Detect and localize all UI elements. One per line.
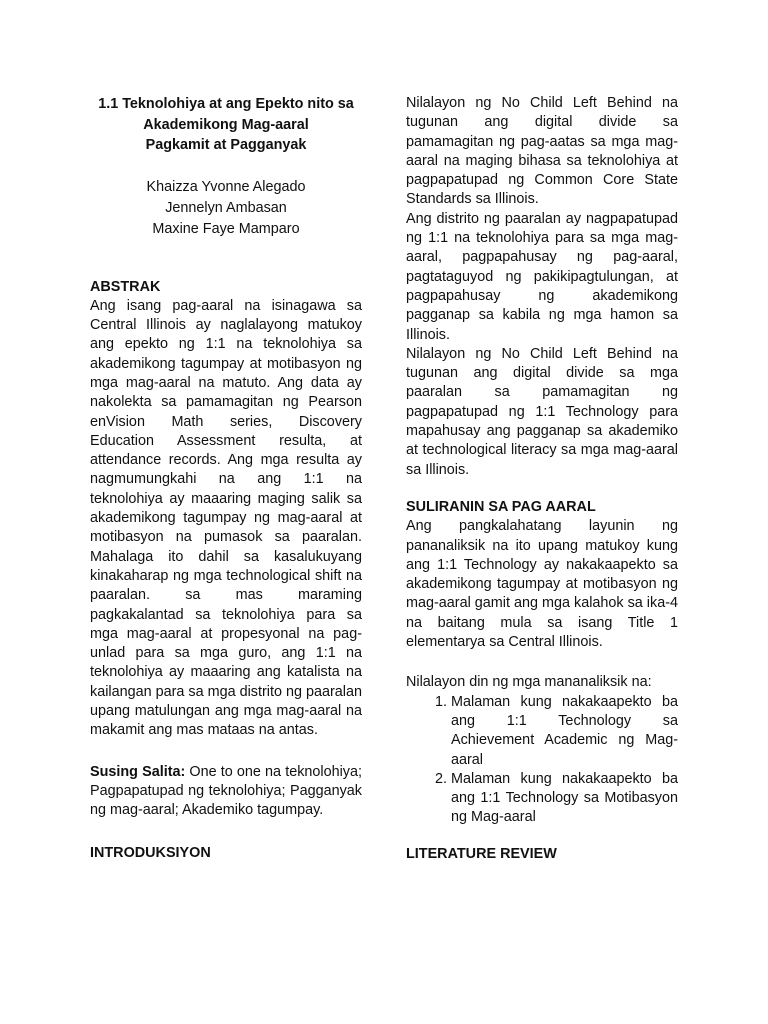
intro-paragraph-3: Nilalayon ng No Child Left Behind na tugunan ang digital divide sa mga paaralan sa pamamagitan ng pagpapatupad ng 1:1 Technology para mapahusay ang pagganap sa akademiko at technological literacy sa mga mag-aaral sa Illinois. bbox=[406, 345, 678, 478]
paper-title bbox=[90, 94, 362, 156]
problem-text: Ang pangkalahatang layunin ng pananaliksik na ito upang matukoy kung ang 1:1 Technology ay nakakaapekto sa akademikong tagumpay at motibasyon ng mag-aaral gamit ang mga kalahok sa ika-4 na baitang mula sa isang Title 1 elementarya sa Central Illinois. bbox=[406, 518, 678, 651]
problem-heading: SULIRANIN SA PAG AARAL bbox=[406, 498, 596, 515]
title-line-1: 1.1 Teknolohiya at ang Epekto nito sa bbox=[98, 96, 354, 112]
list-item: 1. Malaman kung nakakaapekto ba ang 1:1 Technology sa Achievement Academic ng Mag-aaral bbox=[451, 693, 678, 770]
keywords bbox=[90, 763, 362, 821]
aims-intro: Nilalayon din ng mga mananaliksik na: bbox=[406, 674, 652, 691]
title-line-3: Pagkamit at Pagganyak bbox=[145, 137, 307, 153]
left-column bbox=[90, 94, 362, 863]
author-name: Khaizza Yvonne Alegado bbox=[146, 178, 306, 195]
keywords-text: One to one na teknolohiya; Pagpapatupad ng teknolohiya; Pagganyak ng mag-aaral; Akademiko tagumpay. bbox=[90, 763, 362, 819]
introduction-heading: INTRODUKSIYON bbox=[90, 844, 211, 861]
aims-list bbox=[406, 693, 678, 828]
author-name: Jennelyn Ambasan bbox=[165, 199, 287, 216]
title-line-2: Akademikong Mag-aaral bbox=[143, 116, 309, 133]
abstract-heading: ABSTRAK bbox=[90, 278, 161, 295]
author-list bbox=[90, 177, 362, 240]
intro-paragraph-2: Ang distrito ng paaralan ay nagpapatupad ng 1:1 na teknolohiya para sa mga mag-aaral, pagpapahusay ng pag-aaral, pagtataguyod ng pakikipagtulungan, at pagpapahusay ng akademikong pagganap sa kabila ng mga hamon sa Illinois. bbox=[406, 210, 678, 343]
intro-paragraph-1: Nilalayon ng No Child Left Behind na tugunan ang digital divide sa pamamagitan ng pag-aatas sa mga mag-aaral na maging bihasa sa teknolohiya at pagpapatupad ng Common Core State Standards sa Illinois. bbox=[406, 95, 678, 208]
keywords-label: Susing Salita: bbox=[90, 763, 186, 780]
abstract-text: Ang isang pag-aaral na isinagawa sa Central Illinois ay naglalayong matukoy ang epekto ng 1:1 na teknolohiya sa akademikong tagumpay at motibasyon ng mga mag-aaral na matuto. Ang data ay nakolekta sa pamamagitan ng Pearson enVision Math series, Discovery Education Assessment resulta, at attendance records. Ang mga resulta ay nagmumungkahi na ang 1:1 na teknolohiya ay maaaring maging salik sa akademikong tagumpay ng mag-aaral at motibasyon na pumasok sa paaralan. Mahalaga ito dahil sa kasalukuyang kinakaharap ng mga technological shift na paaralan. sa mas maraming pagkakalantad sa teknolohiya para sa mga mag-aaral at propesyonal na pag-unlad para sa mga guro, ang 1:1 na teknolohiya ay maaaring ang katalista na kailangan para sa mga distrito ng paaralan upang matulungan ang mga mag-aaral na makamit ang mas mataas na antas. bbox=[90, 297, 362, 739]
author-name: Maxine Faye Mamparo bbox=[152, 220, 300, 237]
right-column bbox=[406, 94, 678, 864]
literature-review-heading: LITERATURE REVIEW bbox=[406, 845, 557, 862]
list-item: 2. Malaman kung nakakaapekto ba ang 1:1 Technology sa Motibasyon ng Mag-aaral bbox=[451, 770, 678, 828]
